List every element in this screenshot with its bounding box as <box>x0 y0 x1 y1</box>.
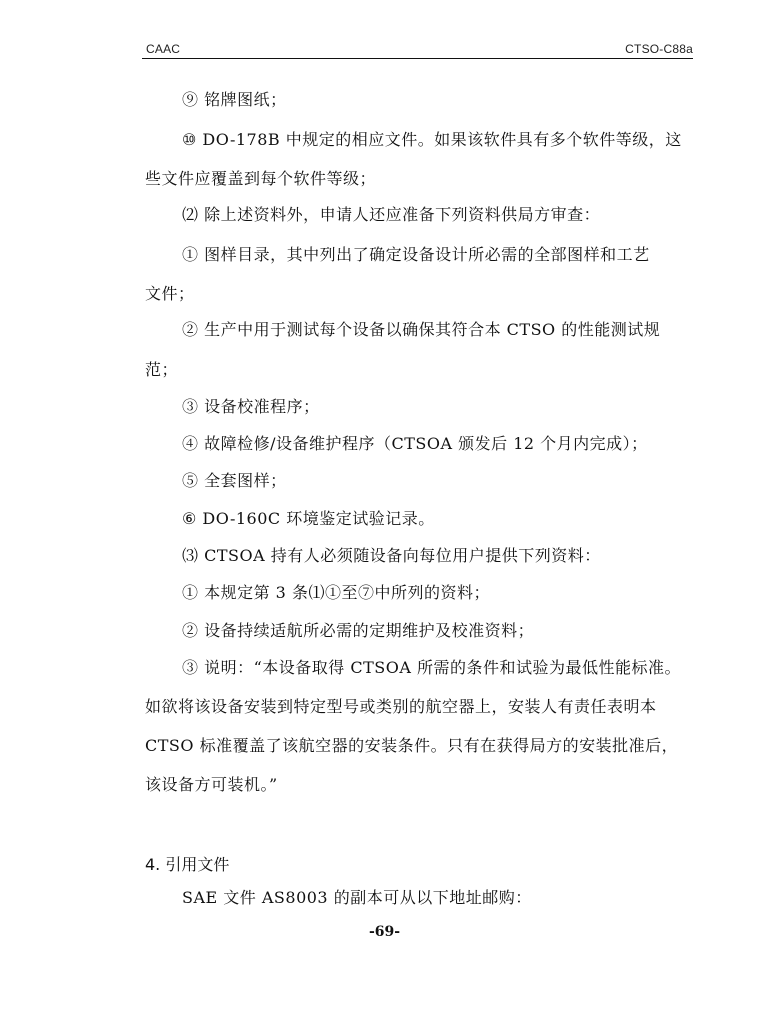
text-line: 范； <box>145 360 179 379</box>
text-line: ③ 说明：“本设备取得 CTSOA 所需的条件和试验为最低性能标准。 <box>182 658 681 677</box>
header-rule <box>142 58 693 59</box>
text-line: ① 本规定第 3 条⑴①至⑦中所列的资料； <box>182 583 490 602</box>
text-line: ⑨ 铭牌图纸； <box>182 90 287 109</box>
text-line: CTSO 标准覆盖了该航空器的安装条件。只有在获得局方的安装批准后， <box>145 736 679 755</box>
header-left: CAAC <box>146 42 181 56</box>
text-line: 该设备方可装机。” <box>145 775 278 794</box>
text-line: 如欲将该设备安装到特定型号或类别的航空器上，安装人有责任表明本 <box>145 697 657 716</box>
text-line: ⑵ 除上述资料外，申请人还应准备下列资料供局方审查： <box>182 205 601 224</box>
text-line: ⑶ CTSOA 持有人必须随设备向每位用户提供下列资料： <box>182 546 601 565</box>
text-line: ③ 设备校准程序； <box>182 397 320 416</box>
text-line: ① 图样目录，其中列出了确定设备设计所必需的全部图样和工艺 <box>182 245 650 264</box>
text-line: ② 设备持续适航所必需的定期维护及校准资料； <box>182 621 535 640</box>
text-line: ⑩ DO-178B 中规定的相应文件。如果该软件具有多个软件等级，这 <box>182 130 682 149</box>
text-line: 些文件应覆盖到每个软件等级； <box>145 169 377 188</box>
text-line: ⑥ DO-160C 环境鉴定试验记录。 <box>182 509 435 528</box>
text-line: ④ 故障检修/设备维护程序（CTSOA 颁发后 12 个月内完成）； <box>182 434 648 453</box>
text-line: SAE 文件 AS8003 的副本可从以下地址邮购： <box>182 888 532 907</box>
header-right: CTSO-C88a <box>625 42 693 56</box>
section-heading: 4. 引用文件 <box>145 855 230 874</box>
page-number: -69- <box>368 924 401 940</box>
text-line: ② 生产中用于测试每个设备以确保其符合本 CTSO 的性能测试规 <box>182 320 661 339</box>
text-line: 文件； <box>145 284 195 303</box>
text-line: ⑤ 全套图样； <box>182 471 287 490</box>
